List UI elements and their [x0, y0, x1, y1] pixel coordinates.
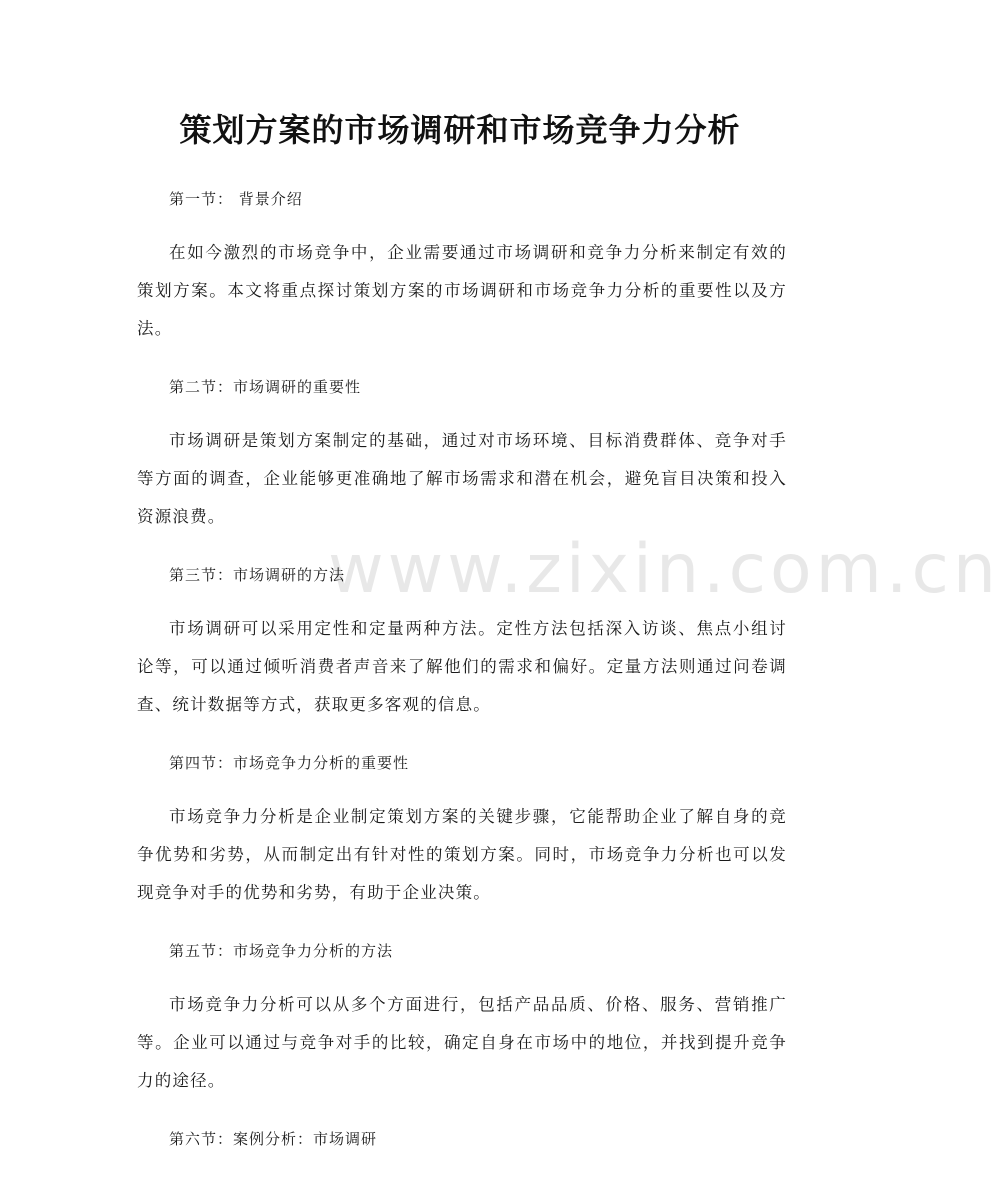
section-heading-1: 第一节： 背景介绍 — [169, 190, 303, 208]
section-heading-5: 第五节：市场竞争力分析的方法 — [169, 942, 394, 960]
section-heading-6: 第六节：案例分析：市场调研 — [169, 1130, 378, 1148]
section-heading-4: 第四节：市场竞争力分析的重要性 — [169, 754, 410, 772]
section-paragraph-2: 市场调研是策划方案制定的基础，通过对市场环境、目标消费群体、竞争对手等方面的调查，企业能够更准确地了解市场需求和潜在机会，避免盲目决策和投入资源浪费。 — [137, 431, 787, 526]
document-title: 策划方案的市场调研和市场竞争力分析 — [179, 111, 741, 149]
section-paragraph-1: 在如今激烈的市场竞争中，企业需要通过市场调研和竞争力分析来制定有效的策划方案。本文将重点探讨策划方案的市场调研和市场竞争力分析的重要性以及方法。 — [137, 243, 787, 338]
section-paragraph-4: 市场竞争力分析是企业制定策划方案的关键步骤，它能帮助企业了解自身的竞争优势和劣势，从而制定出有针对性的策划方案。同时，市场竞争力分析也可以发现竞争对手的优势和劣势，有助于企业决策。 — [137, 807, 787, 902]
section-heading-3: 第三节：市场调研的方法 — [169, 566, 346, 584]
section-paragraph-3: 市场调研可以采用定性和定量两种方法。定性方法包括深入访谈、焦点小组讨论等，可以通过倾听消费者声音来了解他们的需求和偏好。定量方法则通过问卷调查、统计数据等方式，获取更多客观的信息。 — [137, 619, 787, 714]
document-body — [137, 180, 787, 1174]
section-paragraph-5: 市场竞争力分析可以从多个方面进行，包括产品品质、价格、服务、营销推广等。企业可以通过与竞争对手的比较，确定自身在市场中的地位，并找到提升竞争力的途径。 — [137, 995, 787, 1090]
watermark: www.zixin.com.cn — [328, 530, 1000, 609]
section-heading-2: 第二节：市场调研的重要性 — [169, 378, 362, 396]
